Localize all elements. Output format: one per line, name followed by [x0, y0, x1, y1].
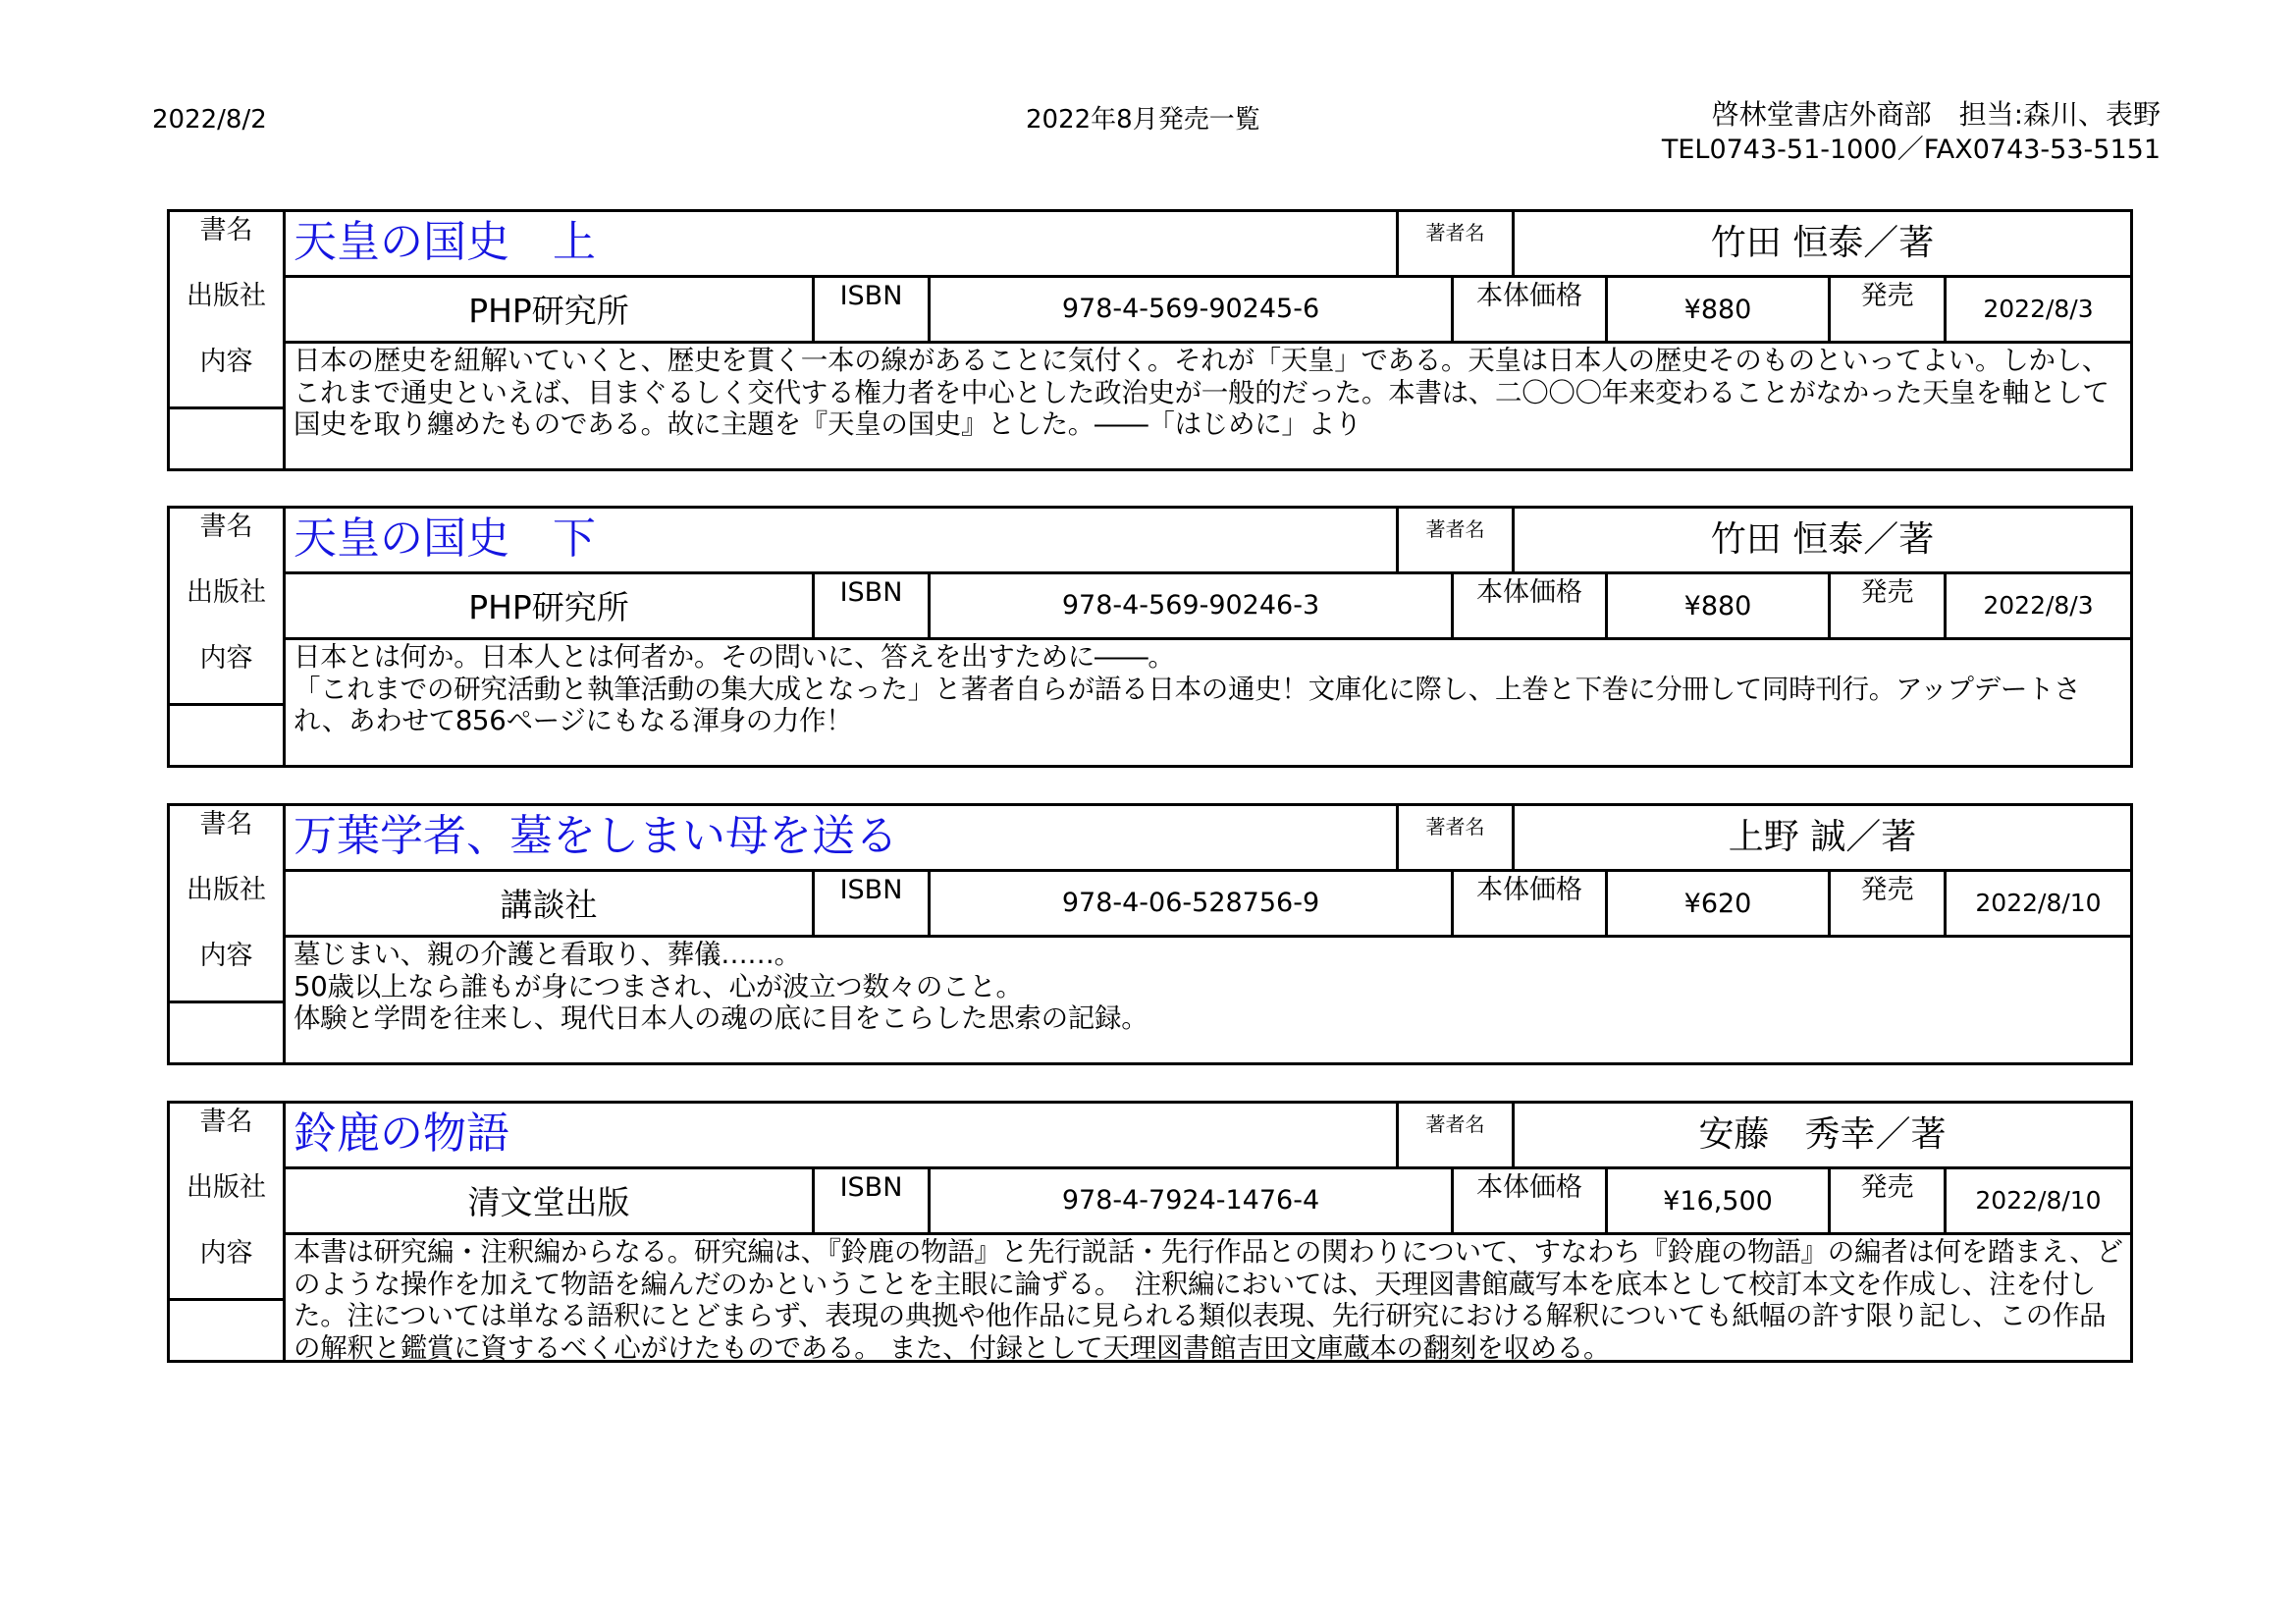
isbn-label: ISBN [815, 1169, 928, 1235]
price-label: 本体価格 [1454, 278, 1605, 344]
release-label: 発売 [1831, 574, 1944, 640]
book-isbn: 978-4-569-90246-3 [928, 574, 1454, 640]
isbn-label: ISBN [815, 278, 928, 344]
store-contact: 啓林堂書店外商部 担当:森川、表野 [1711, 98, 2161, 131]
book-price: ¥880 [1605, 278, 1831, 344]
content-label: 内容 [170, 938, 283, 1003]
content-label: 内容 [170, 1235, 283, 1301]
book-release-date: 2022/8/3 [1944, 574, 2130, 640]
book-publisher: PHP研究所 [283, 278, 815, 344]
book-isbn: 978-4-569-90245-6 [928, 278, 1454, 344]
price-label: 本体価格 [1454, 872, 1605, 938]
book-description: 墓じまい、親の介護と看取り、葬儀……。 50歳以上なら誰もが身につまされ、心が波立つ数々のこと。 体験と学問を往来し、現代日本人の魂の底に目をこらした思索の記録。 [283, 938, 2130, 1062]
book-card [167, 209, 2133, 471]
author-label: 著者名 [1399, 806, 1512, 872]
book-author: 上野 誠／著 [1512, 806, 2130, 872]
book-card [167, 506, 2133, 768]
book-release-date: 2022/8/10 [1944, 872, 2130, 938]
book-title: 鈴鹿の物語 [283, 1104, 1399, 1169]
title-label: 書名 [199, 1107, 253, 1137]
page-title: 2022年8月発売一覧 [1026, 105, 1260, 135]
release-label: 発売 [1831, 278, 1944, 344]
publisher-label: 出版社 [187, 875, 266, 905]
book-author: 竹田 恒泰／著 [1512, 212, 2130, 278]
book-publisher: PHP研究所 [283, 574, 815, 640]
book-publisher: 講談社 [283, 872, 815, 938]
book-isbn: 978-4-7924-1476-4 [928, 1169, 1454, 1235]
book-card [167, 803, 2133, 1065]
author-label: 著者名 [1399, 1104, 1512, 1169]
book-price: ¥880 [1605, 574, 1831, 640]
book-release-date: 2022/8/10 [1944, 1169, 2130, 1235]
book-title: 天皇の国史 下 [283, 509, 1399, 574]
price-label: 本体価格 [1454, 1169, 1605, 1235]
book-price: ¥620 [1605, 872, 1831, 938]
book-author: 安藤 秀幸／著 [1512, 1104, 2130, 1169]
book-title: 天皇の国史 上 [283, 212, 1399, 278]
book-price: ¥16,500 [1605, 1169, 1831, 1235]
content-label: 内容 [170, 344, 283, 409]
title-label: 書名 [199, 215, 253, 245]
release-label: 発売 [1831, 872, 1944, 938]
author-label: 著者名 [1399, 509, 1512, 574]
book-description: 日本の歴史を紐解いていくと、歴史を貫く一本の線があることに気付く。それが「天皇」である。天皇は日本人の歴史そのものといってよい。しかし、これまで通史といえば、目まぐるしく交代する権力者を中心とした政治史が一般的だった。本書は、二〇〇〇年来変わることがなかった天皇を軸として国史を取り纏めたものである。故に主題を『天皇の国史』とした。――「はじめに」より [283, 344, 2130, 468]
book-release-date: 2022/8/3 [1944, 278, 2130, 344]
store-phone-fax: TEL0743-51-1000／FAX0743-53-5151 [1661, 135, 2161, 165]
print-date: 2022/8/2 [152, 105, 267, 135]
publisher-label: 出版社 [187, 281, 266, 311]
title-label: 書名 [199, 512, 253, 542]
book-isbn: 978-4-06-528756-9 [928, 872, 1454, 938]
isbn-label: ISBN [815, 872, 928, 938]
title-label: 書名 [199, 809, 253, 839]
book-description: 本書は研究編・注釈編からなる。研究編は、『鈴鹿の物語』と先行説話・先行作品との関わりについて、すなわち『鈴鹿の物語』の編者は何を踏まえ、どのような操作を加えて物語を編んだのかということを主眼に論ずる。 注釈編においては、天理図書館蔵写本を底本として校訂本文を作成し、注を付した。注については単なる語釈にとどまらず、表現の典拠や他作品に見られる類似表現、先行研究における解釈についても紙幅の許す限り記し、この作品の解釈と鑑賞に資するべく心がけたものである。 また、付録として天理図書館吉田文庫蔵本の翻刻を収める。 [283, 1235, 2130, 1360]
publisher-label: 出版社 [187, 577, 266, 608]
price-label: 本体価格 [1454, 574, 1605, 640]
publisher-label: 出版社 [187, 1172, 266, 1203]
author-label: 著者名 [1399, 212, 1512, 278]
content-label: 内容 [170, 640, 283, 706]
release-label: 発売 [1831, 1169, 1944, 1235]
book-card [167, 1101, 2133, 1363]
book-author: 竹田 恒泰／著 [1512, 509, 2130, 574]
book-title: 万葉学者、墓をしまい母を送る [283, 806, 1399, 872]
book-description: 日本とは何か。日本人とは何者か。その問いに、答えを出すために――。 「これまでの研究活動と執筆活動の集大成となった」と著者自らが語る日本の通史！文庫化に際し、上巻と下巻に分冊して同時刊行。アップデートされ、あわせて856ページにもなる渾身の力作！ [283, 640, 2130, 765]
isbn-label: ISBN [815, 574, 928, 640]
book-publisher: 清文堂出版 [283, 1169, 815, 1235]
